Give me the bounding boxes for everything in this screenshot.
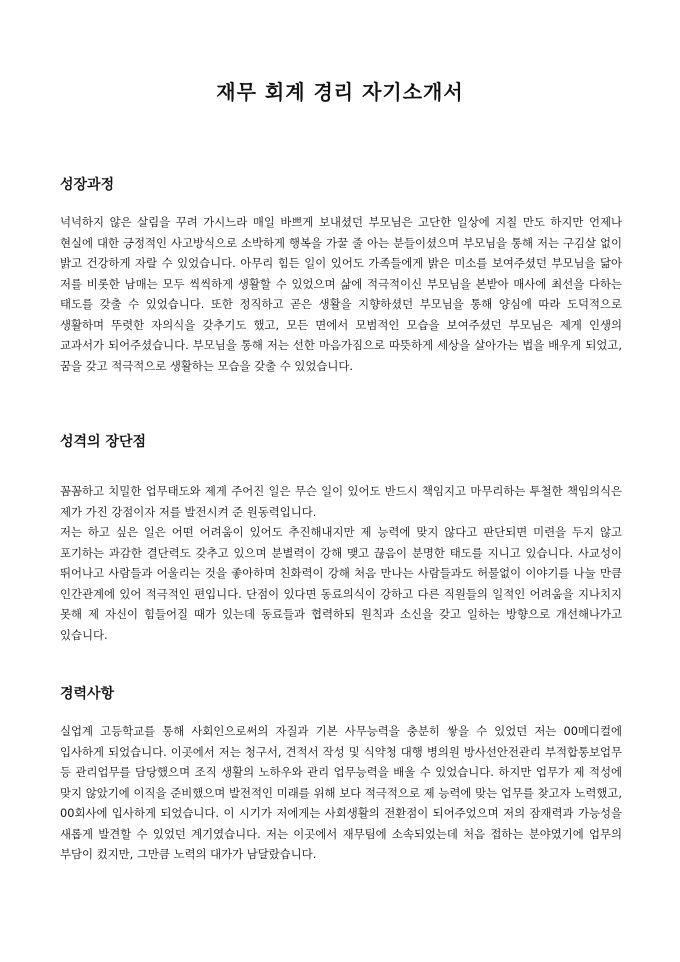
paragraph: 꼼꼼하고 치밀한 업무태도와 제게 주어진 일은 무슨 일이 있어도 반드시 책임지고 마무리하는 투철한 책임의식은 제가 가진 강점이자 저를 발전시켜 준 원동력입니다.	[60, 484, 622, 519]
paragraph: 넉넉하지 않은 살림을 꾸려 가시느라 매일 바쁘게 보내셨던 부모님은 고단한 일상에 지칠 만도 하지만 언제나 현실에 대한 긍정적인 사고방식으로 소박하게 행복을 가꿀 줄 아는 분들이셨으며 부모님을 통해 저는 구김살 없이 밝고 건강하게 자랄 수 있었습니다. 아무리 힘든 일이 있어도 가족들에게 밝은 미소를 보여주셨던 부모님을 닮아 저를 비롯한 남매는 모두 씩씩하게 생활할 수 있었으며 삶에 적극적이신 부모님을 본받아 매사에 최선을 다하는 태도를 갖출 수 있었습니다. 또한 정직하고 곧은 생활을 지향하셨던 부모님을 통해 양심에 따라 도덕적으로 생활하며 뚜렷한 자의식을 갖추기도 했고, 모든 면에서 모범적인 모습을 보여주셨던 부모님은 제게 인생의 교과서가 되어주셨습니다. 부모님을 통해 저는 선한 마음가짐으로 따뜻하게 세상을 살아가는 법을 배우게 되었고, 꿈을 갖고 적극적으로 생활하는 모습을 갖출 수 있었습니다.	[60, 215, 622, 373]
paragraph: 저는 하고 싶은 일은 어떤 어려움이 있어도 추진해내지만 제 능력에 맞지 않다고 판단되면 미련을 두지 않고 포기하는 과감한 결단력도 갖추고 있으며 분별력이 강해 맺고 끊음이 분명한 태도를 지니고 있습니다. 사교성이 뛰어나고 사람들과 어울리는 것을 좋아하며 친화력이 강해 처음 만나는 사람들과도 허물없이 이야기를 나눌 만큼 인간관계에 있어 적극적인 편입니다. 단점이 있다면 동료의식이 강하고 다른 직원들의 일적인 어려움을 지나치지 못해 제 자신이 힘들어질 때가 있는데 동료들과 협력하되 원칙과 소신을 갖고 일하는 방향으로 개선해나가고 있습니다.	[60, 525, 622, 642]
section-body-growth	[60, 212, 622, 376]
document-title: 재무 회계 경리 자기소개서	[216, 80, 464, 104]
paragraph: 실업계 고등학교를 통해 사회인으로써의 자질과 기본 사무능력을 충분히 쌓을 수 있었던 저는 00메디컬에 입사하게 되었습니다. 이곳에서 저는 청구서, 견적서 작성 및 식약청 대행 병의원 방사선안전관리 부적합통보업무 등 관리업무를 담당했으며 조직 생활의 노하우와 관리 업무능력을 배울 수 있었습니다. 하지만 업무가 제 적성에 맞지 않았기에 이직을 준비했으며 발전적인 미래를 위해 보다 적극적으로 제 능력에 맞는 업무를 찾고자 노력했고, 00회사에 입사하게 되었습니다. 이 시기가 저에게는 사회생활의 전환점이 되어주었으며 저의 잠재력과 가능성을 새롭게 발견할 수 있었던 계기였습니다. 저는 이곳에서 재무팀에 소속되었는데 처음 접하는 분야였기에 업무의 부담이 컸지만, 그만큼 노력의 대가가 남달랐습니다.	[60, 724, 622, 861]
section-heading-growth: 성장과정	[60, 177, 115, 193]
section-body-personality	[60, 481, 622, 645]
section-body-career	[60, 721, 622, 865]
section-heading-personality: 성격의 장단점	[60, 434, 147, 450]
section-heading-career: 경력사항	[60, 686, 115, 702]
